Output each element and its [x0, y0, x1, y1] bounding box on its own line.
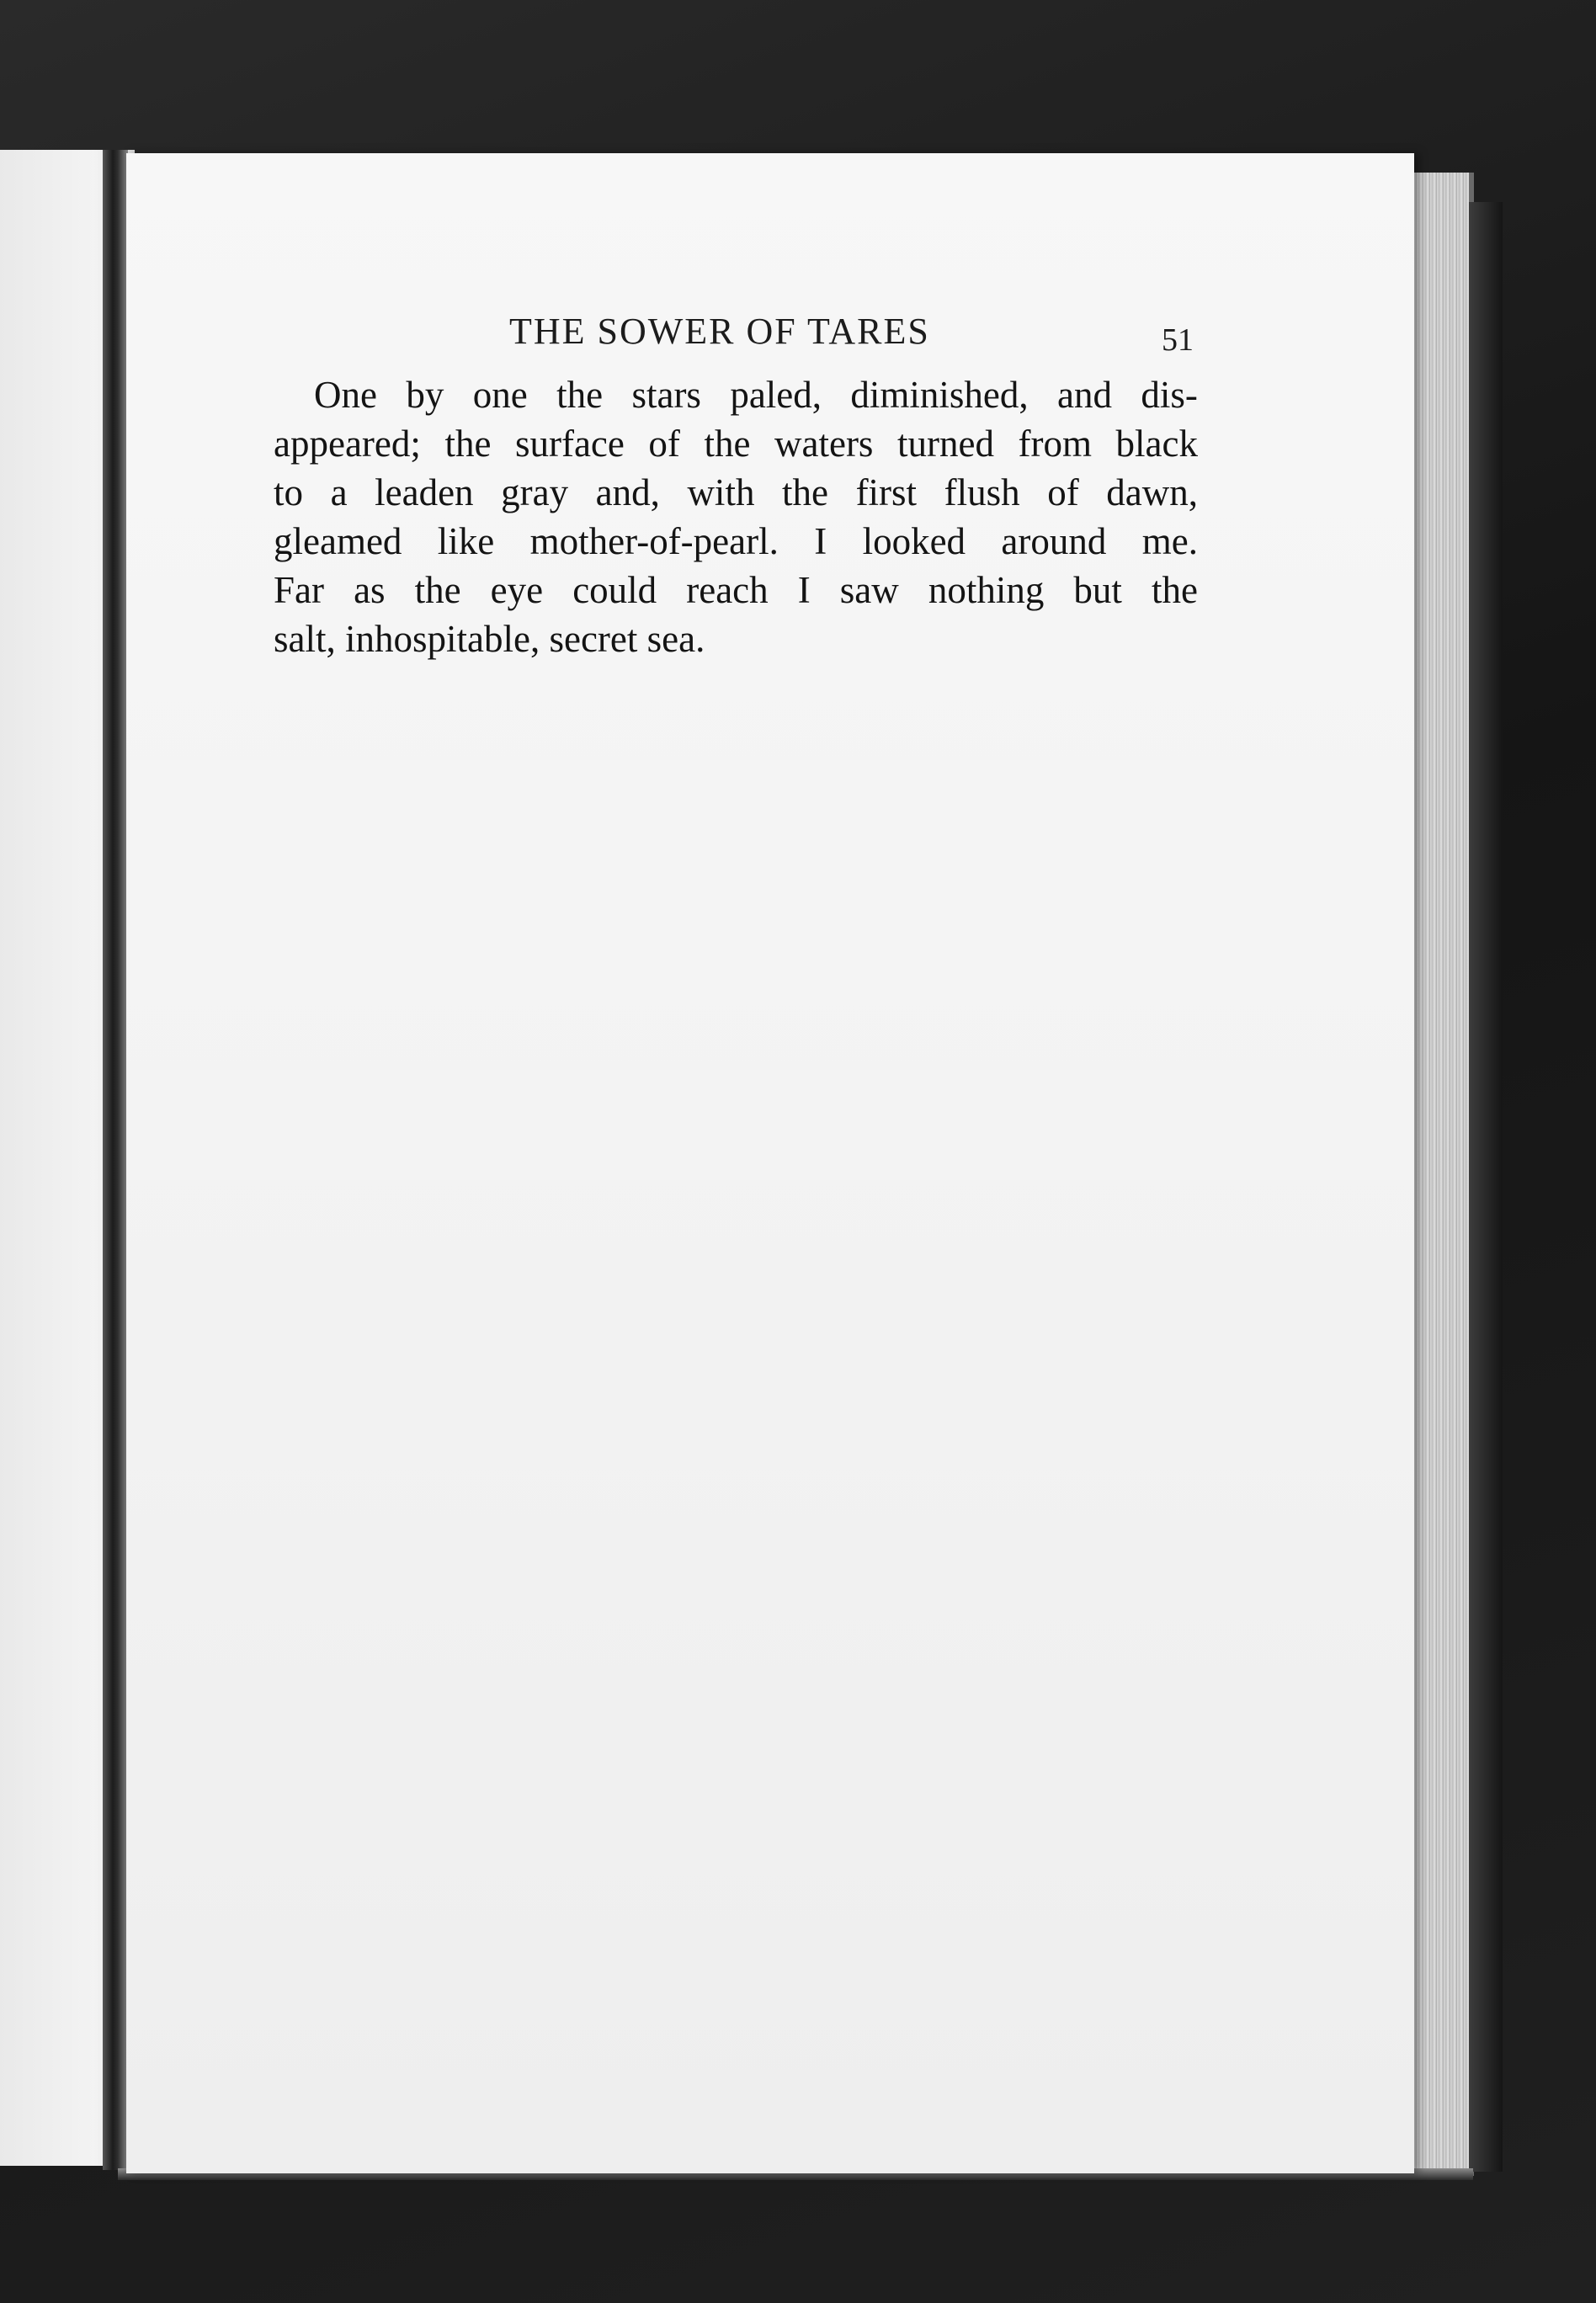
- word: nothing: [928, 569, 1045, 611]
- word: from: [1018, 423, 1092, 465]
- word: of: [1047, 471, 1079, 513]
- word: of: [648, 423, 680, 465]
- word: Far: [274, 569, 324, 611]
- word: around: [1001, 520, 1107, 562]
- body-paragraph: [274, 370, 1198, 663]
- word: the: [782, 471, 828, 513]
- text-line: [274, 419, 1198, 468]
- word: one: [472, 374, 528, 416]
- word: turned: [897, 423, 994, 465]
- word: I: [814, 520, 827, 562]
- word: mother-of-pearl.: [529, 520, 779, 562]
- word: gleamed: [274, 520, 402, 562]
- word: to: [274, 471, 304, 513]
- word: surface: [514, 423, 625, 465]
- word: flush: [944, 471, 1020, 513]
- word: could: [572, 569, 657, 611]
- word: like: [437, 520, 495, 562]
- word: looked: [862, 520, 966, 562]
- word: but: [1073, 569, 1122, 611]
- word: the: [1151, 569, 1198, 611]
- word: the: [414, 569, 461, 611]
- word: gray: [501, 471, 569, 513]
- word: stars: [631, 374, 701, 416]
- word: appeared;: [274, 423, 421, 465]
- word: black: [1115, 423, 1198, 465]
- word: I: [797, 569, 811, 611]
- word: a: [330, 471, 348, 513]
- word: with: [687, 471, 755, 513]
- word: the: [556, 374, 604, 416]
- book-gutter: [103, 150, 128, 2170]
- running-title: THE SOWER OF TARES: [509, 311, 930, 352]
- word: dis-: [1141, 374, 1198, 416]
- word: first: [855, 471, 918, 513]
- word: and: [1057, 374, 1113, 416]
- text-line: [274, 566, 1198, 614]
- word: the: [444, 423, 492, 465]
- page-number: 51: [1162, 322, 1194, 358]
- text-line: [274, 468, 1198, 517]
- word: by: [406, 374, 444, 416]
- word: reach: [686, 569, 769, 611]
- text-line: salt, inhospitable, secret sea.: [274, 618, 705, 660]
- word: waters: [774, 423, 874, 465]
- page-edge-shadow: [1469, 202, 1503, 2172]
- word: eye: [490, 569, 544, 611]
- word: diminished,: [850, 374, 1029, 416]
- word: as: [354, 569, 386, 611]
- page-edges: [1410, 173, 1474, 2176]
- word: saw: [839, 569, 899, 611]
- word: and,: [595, 471, 660, 513]
- text-line: [274, 370, 1198, 419]
- text-line: [274, 517, 1198, 566]
- word: paled,: [730, 374, 822, 416]
- word: leaden: [375, 471, 474, 513]
- word: dawn,: [1106, 471, 1198, 513]
- word: me.: [1141, 520, 1198, 562]
- word: One: [314, 374, 377, 416]
- word: the: [704, 423, 751, 465]
- running-head: [126, 303, 1414, 358]
